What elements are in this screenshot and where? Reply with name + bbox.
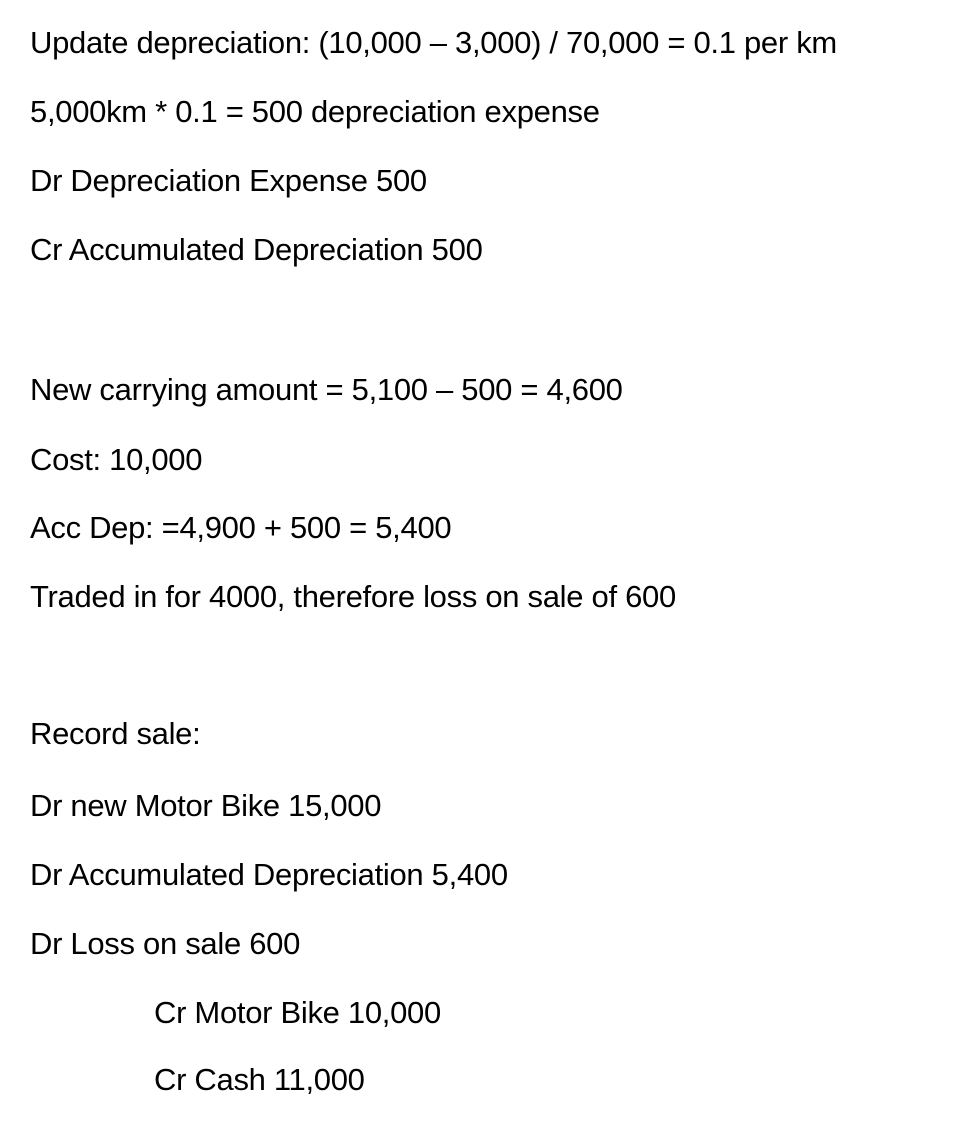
journal-credit-accumulated-depreciation: Cr Accumulated Depreciation 500: [30, 232, 483, 267]
depreciation-rate-line: Update depreciation: (10,000 – 3,000) / 70,000 = 0.1 per km: [30, 25, 837, 60]
record-sale-heading: Record sale:: [30, 716, 201, 751]
carrying-amount-line: New carrying amount = 5,100 – 500 = 4,600: [30, 372, 623, 407]
journal-entry-line: Cr Motor Bike 10,000: [154, 995, 441, 1030]
journal-debit-depreciation-expense: Dr Depreciation Expense 500: [30, 163, 427, 198]
journal-entry-line: Cr Cash 11,000: [154, 1062, 365, 1097]
cost-line: Cost: 10,000: [30, 442, 203, 477]
depreciation-expense-calc-line: 5,000km * 0.1 = 500 depreciation expense: [30, 94, 600, 129]
journal-entry-line: Dr new Motor Bike 15,000: [30, 788, 382, 823]
journal-entry-line: Dr Loss on sale 600: [30, 926, 301, 961]
accumulated-depreciation-line: Acc Dep: =4,900 + 500 = 5,400: [30, 510, 452, 545]
journal-entry-line: Dr Accumulated Depreciation 5,400: [30, 857, 508, 892]
trade-in-loss-line: Traded in for 4000, therefore loss on sale of 600: [30, 579, 676, 614]
